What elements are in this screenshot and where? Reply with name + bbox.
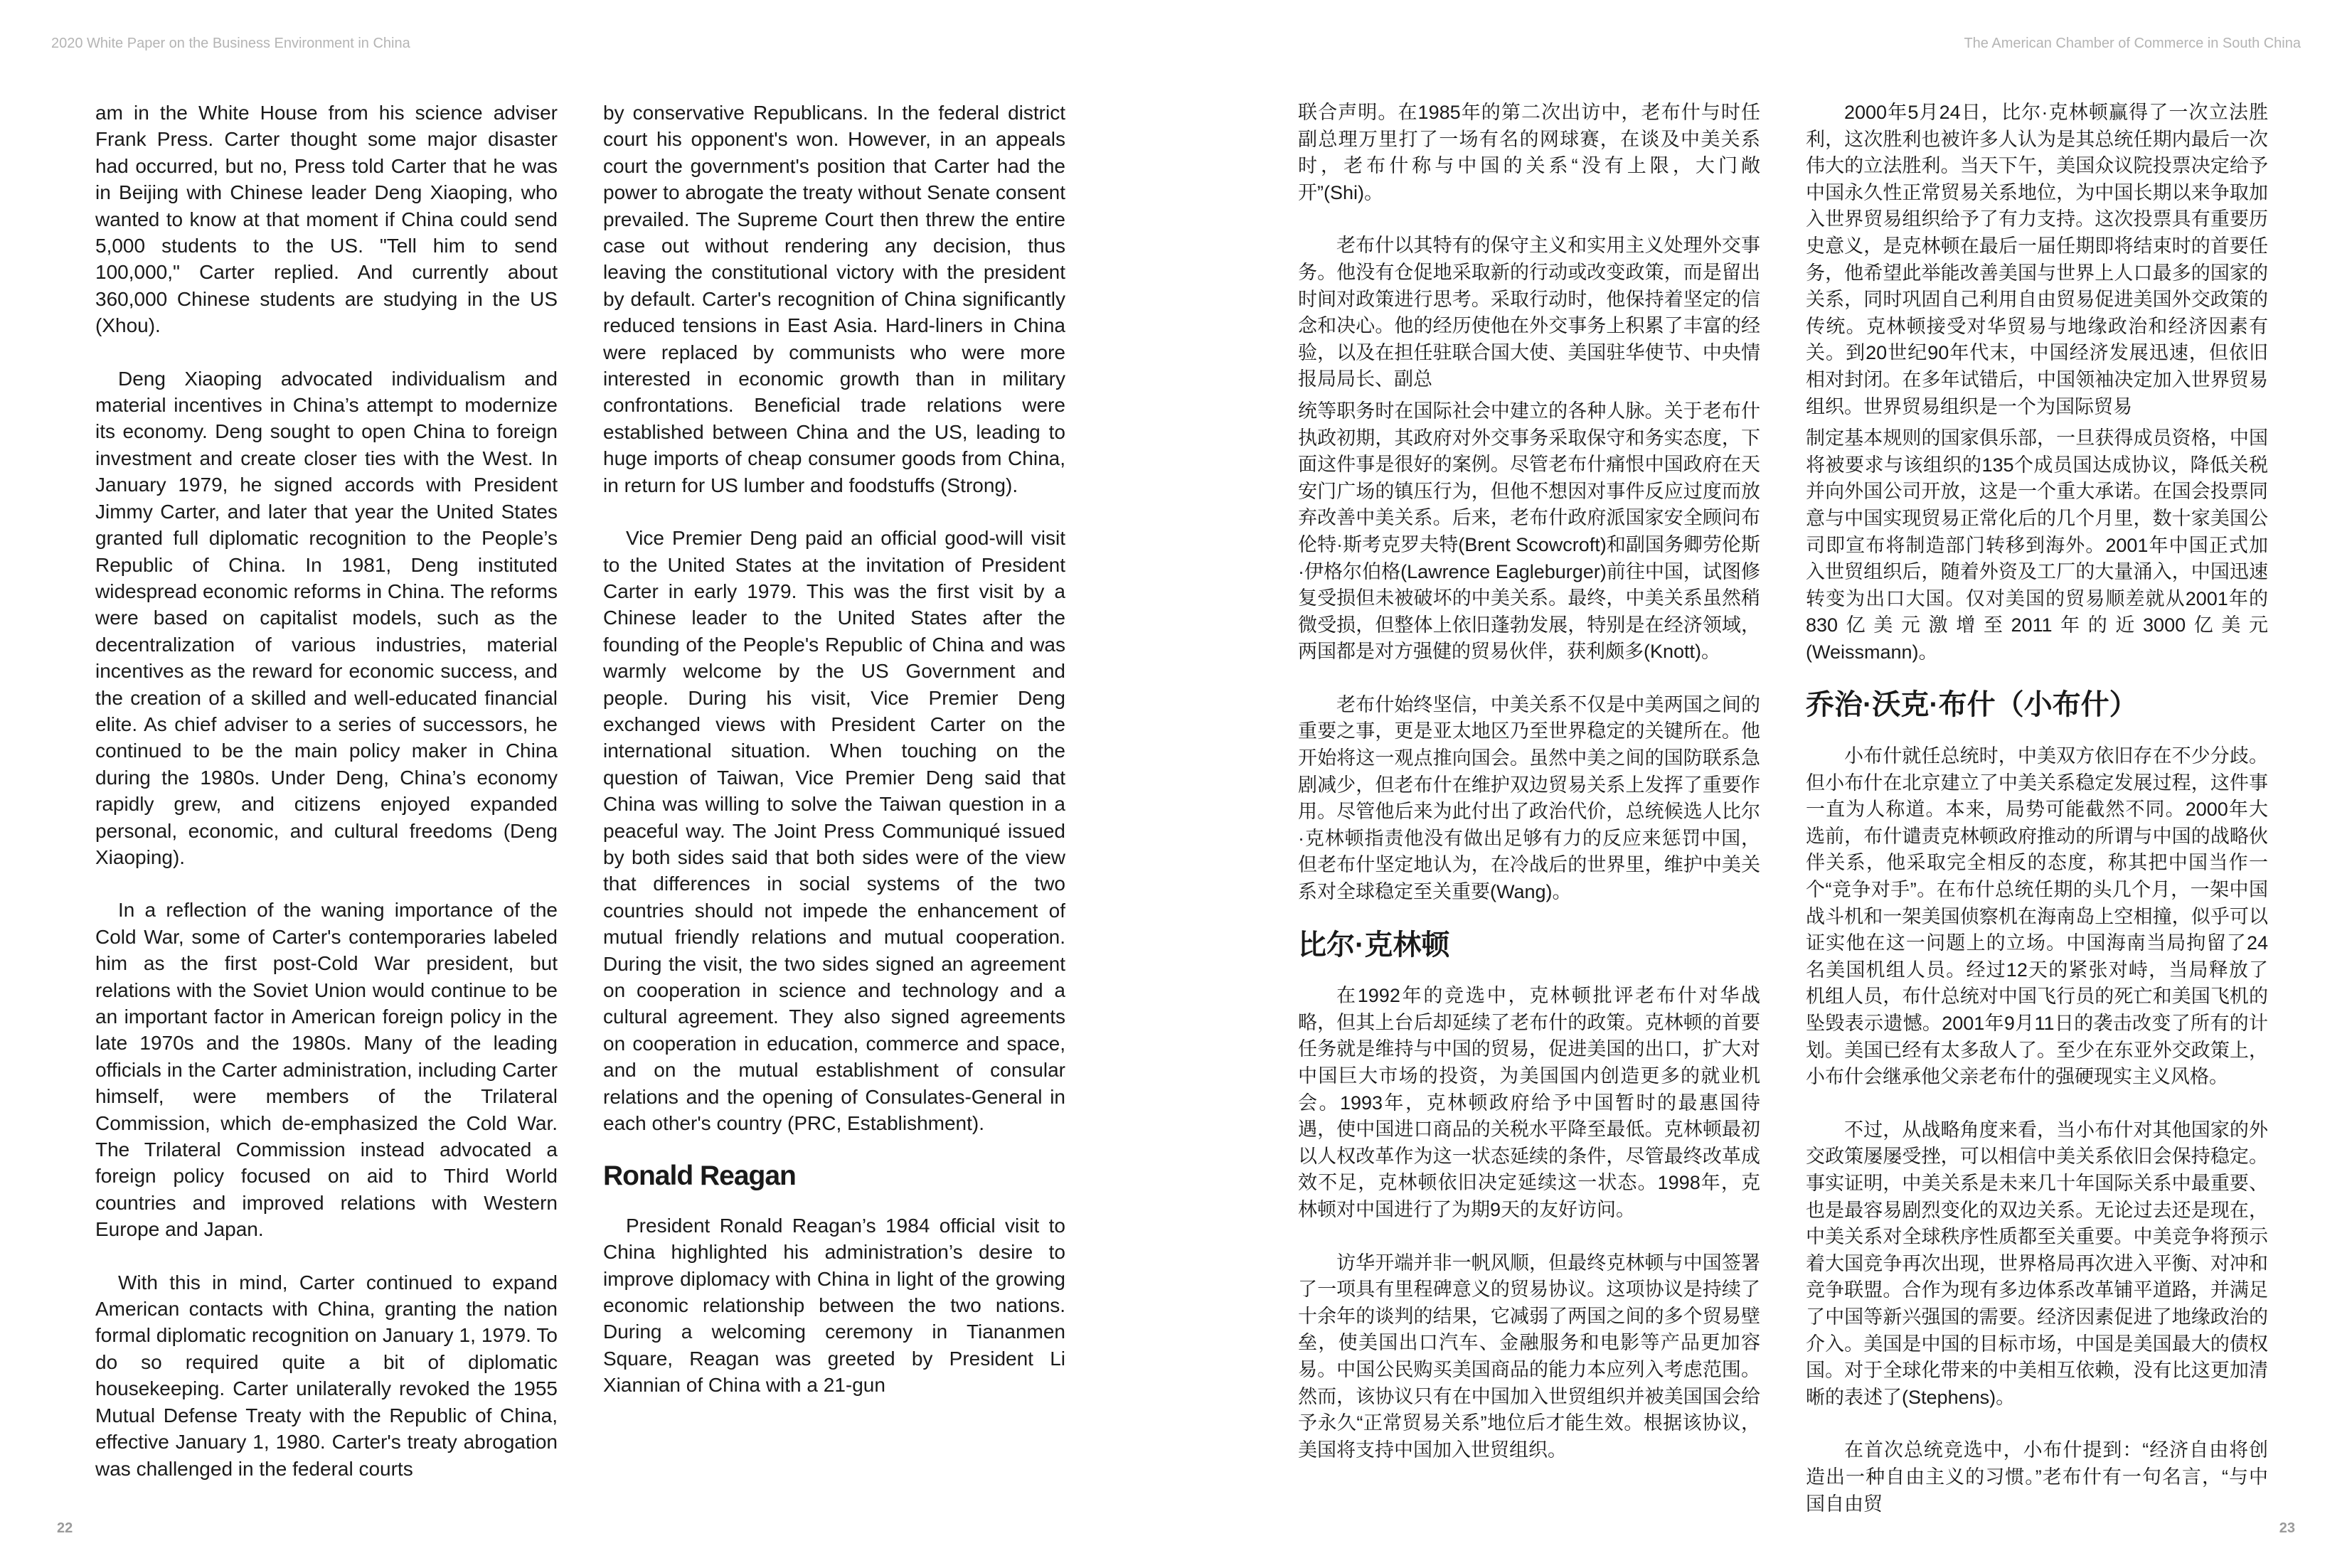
chinese-column-1: [1298, 100, 1760, 1490]
section-heading-bush: 乔治·沃克·布什（小布什）: [1806, 689, 2138, 721]
paragraph: 2000年5月24日，比尔·克林顿赢得了一次立法胜利，这次胜利也被许多人认为是其总统任期内最后一次伟大的立法胜利。当天下午，美国众议院投票决定给予中国永久性正常贸易关系地位，为中国长期以来争取加入世界贸易组织给予了有力支持。这次投票具有重要历史意义，是克林顿在最后一届任期即将结束时的首要任务，他希望此举能改善美国与世界上人口最多的国家的关系，同时巩固自己利用自由贸易促进美国外交政策的传统。克林顿接受对华贸易与地缘政治和经济因素有关。到20世纪90年代末，中国经济发展迅速，但依旧相对封闭。在多年试错后，中国领袖决定加入世界贸易组织。世界贸易组织是一个为国际贸易: [1806, 102, 2268, 417]
running-header-right: The American Chamber of Commerce in South China: [1964, 36, 2301, 51]
paragraph: 不过，从战略角度来看，当小布什对其他国家的外交政策屡屡受挫，可以相信中美关系依旧会保持稳定。事实证明，中美关系是未来几十年国际关系中最重要、也是最容易剧烈变化的双边关系。无论过去还是现在，中美关系对全球秩序性质都至关重要。中美竞争将预示着大国竞争再次出现，世界格局再次进入平衡、对冲和竞争联盟。合作为现有多边体系改革铺平道路，并满足了中国等新兴强国的需要。经济因素促进了地缘政治的介入。美国是中国的目标市场，中国是美国最大的债权国。对于全球化带来的中美相互依赖，没有比这更加清晰的表述了(Stephens)。: [1806, 1119, 2268, 1408]
paragraph: 老布什始终坚信，中美关系不仅是中美两国之间的重要之事，更是亚太地区乃至世界稳定的关键所在。他开始将这一观点推向国会。虽然中美之间的国防联系急剧减少，但老布什在维护双边贸易关系上发挥了重要作用。尽管他后来为此付出了政治代价，总统候选人比尔·克林顿指责他没有做出足够有力的反应来惩罚中国，但老布什坚定地认为，在冷战后的世界里，维护中美关系对全球稳定至关重要(Wang)。: [1298, 693, 1760, 903]
english-column-1: [95, 100, 558, 1508]
paragraph: 老布什以其特有的保守主义和实用主义处理外交事务。他没有仓促地采取新的行动或改变政策，而是留出时间对政策进行思考。采取行动时，他保持着坚定的信念和决心。他的经历使他在外交事务上积累了丰富的经验，以及在担任驻联合国大使、美国驻华使节、中央情报局局长、副总: [1298, 235, 1760, 390]
paragraph: 在首次总统竞选中，小布什提到：“经济自由将创造出一种自由主义的习惯。”老布什有一句名言，“与中国自由贸: [1806, 1439, 2268, 1515]
paragraph: With this in mind, Carter continued to expand American contacts with China, granting the nation formal diplomatic recognition on January 1, 1979. To do so required quite a bit of diplomatic housekeeping. Carter unilaterally revoked the 1955 Mutual Defense Treaty with the Republic of China, effective January 1, 1980. Carter's treaty abrogation was challenged in the federal courts: [95, 1271, 558, 1480]
english-column-2: [603, 100, 1065, 1425]
paragraph: Vice Premier Deng paid an official good-will visit to the United States at the invitation of President Carter in early 1979. This was the first visit by a Chinese leader to the United States after the founding of the People's Republic of China and was warmly welcome by the US Government and people. During his visit, Vice Premier Deng exchanged views with President Carter on the international situation. When touching on the question of Taiwan, Vice Premier Deng said that China was willing to solve the Taiwan question in a peaceful way. The Joint Press Communiqué issued by both sides said that both sides were of the view that differences in social systems of the two countries should not impede the enhancement of mutual friendly relations and mutual cooperation. During the visit, the two sides signed an agreement on cooperation in science and technology and a cultural agreement. They also signed agreements on cooperation in education, commerce and space, and on the mutual establishment of consular relations and the opening of Consulates-General in each other's country (PRC, Establishment).: [603, 527, 1065, 1135]
section-heading-reagan: Ronald Reagan: [603, 1161, 796, 1192]
paragraph: 制定基本规则的国家俱乐部，一旦获得成员资格，中国将被要求与该组织的135个成员国达成协议，降低关税并向外国公司开放，这是一个重大承诺。在国会投票同意与中国实现贸易正常化后的几个月里，数十家美国公司即宣布将制造部门转移到海外。2001年中国正式加入世贸组织后，随着外资及工厂的大量涌入，中国迅速转变为出口大国。仅对美国的贸易顺差就从2001年的830亿美元激增至2011年的近3000亿美元(Weissmann)。: [1806, 427, 2268, 663]
paragraph: am in the White House from his science adviser Frank Press. Carter thought some major disaster had occurred, but no, Press told Carter that he was in Beijing with Chinese leader Deng Xiaoping, who wanted to know at that moment if China could send 5,000 students to the US. "Tell him to send 100,000," Carter replied. And currently about 360,000 Chinese students are studying in the US (Xhou).: [95, 102, 558, 337]
paragraph: 小布什就任总统时，中美双方依旧存在不少分歧。但小布什在北京建立了中美关系稳定发展过程，这件事一直为人称道。本来，局势可能截然不同。2000年大选前，布什谴责克林顿政府推动的所谓与中国的战略伙伴关系，他采取完全相反的态度，称其把中国当作一个“竞争对手”。在布什总统任期的头几个月，一架中国战斗机和一架美国侦察机在海南岛上空相撞，似乎可以证实他在这一问题上的立场。中国海南当局拘留了24名美国机组人员。经过12天的紧张对峙，当局释放了机组人员，布什总统对中国飞行员的死亡和美国飞机的坠毁表示遗憾。2001年9月11日的袭击改变了所有的计划。美国已经有太多敌人了。至少在东亚外交政策上，小布什会继承他父亲老布什的强硬现实主义风格。: [1806, 745, 2268, 1088]
paragraph: In a reflection of the waning importance of the Cold War, some of Carter's contemporaries labeled him as the first post-Cold War president, but relations with the Soviet Union would continue to be an important factor in American foreign policy in the late 1970s and the 1980s. Many of the leading officials in the Carter administration, including Carter himself, were members of the Trilateral Commission, which de-emphasized the Cold War. The Trilateral Commission instead advocated a foreign policy focused on aid to Third World countries and improved relations with Western Europe and Japan.: [95, 899, 558, 1241]
paragraph: by conservative Republicans. In the federal district court his opponent's won. However, in an appeals court the government's position that Carter had the power to abrogate the treaty without Senate consent prevailed. The Supreme Court then threw the entire case out without rendering any decision, thus leaving the constitutional victory with the president by default. Carter's recognition of China significantly reduced tensions in East Asia. Hard-liners in China were replaced by communists who were more interested in economic growth than in military confrontations. Beneficial trade relations were established between China and the US, leading to huge imports of cheap consumer goods from China, in return for US lumber and foodstuffs (Strong).: [603, 102, 1065, 496]
chinese-column-2: [1806, 100, 2268, 1544]
paragraph: 在1992年的竞选中，克林顿批评老布什对华战略，但其上台后却延续了老布什的政策。克林顿的首要任务就是维持与中国的贸易，促进美国的出口，扩大对中国巨大市场的投资，为美国国内创造更多的就业机会。1993年，克林顿政府给予中国暂时的最惠国待遇，使中国进口商品的关税水平降至最低。克林顿最初以人权改革作为这一状态延续的条件，尽管最终改革成效不足，克林顿依旧决定延续这一状态。1998年，克林顿对中国进行了为期9天的友好访问。: [1298, 985, 1760, 1220]
running-header-left: 2020 White Paper on the Business Environment in China: [51, 36, 410, 51]
paragraph: 联合声明。在1985年的第二次出访中，老布什与时任副总理万里打了一场有名的网球赛，在谈及中美关系时，老布什称与中国的关系“没有上限，大门敞开”(Shi)。: [1298, 102, 1760, 203]
paragraph: Deng Xiaoping advocated individualism and material incentives in China’s attempt to modernize its economy. Deng sought to open China to foreign investment and create closer ties with the West. In January 1979, he signed accords with President Jimmy Carter, and later that year the United States granted full diplomatic recognition to the People’s Republic of China. In 1981, Deng instituted widespread economic reforms in China. The reforms were based on capitalist models, such as the decentralization of various industries, material incentives as the reward for economic success, and the creation of a skilled and well-educated financial elite. As chief adviser to a series of successors, he continued to be the main policy maker in China during the 1980s. Under Deng, China’s economy rapidly grew, and citizens enjoyed expanded personal, economic, and cultural freedoms (Deng Xiaoping).: [95, 367, 558, 868]
page-number-right: 23: [2279, 1520, 2295, 1536]
paragraph: President Ronald Reagan’s 1984 official visit to China highlighted his administration’s desire to improve diplomacy with China in light of the growing economic relationship between the two nations. During a welcoming ceremony in Tiananmen Square, Reagan was greeted by President Li Xiannian of China with a 21-gun: [603, 1214, 1065, 1397]
paragraph: 访华开端并非一帆风顺，但最终克林顿与中国签署了一项具有里程碑意义的贸易协议。这项协议是持续了十余年的谈判的结果，它减弱了两国之间的多个贸易壁垒，使美国出口汽车、金融服务和电影等产品更加容易。中国公民购买美国商品的能力本应列入考虑范围。然而，该协议只有在中国加入世贸组织并被美国国会给予永久“正常贸易关系”地位后才能生效。根据该协议，美国将支持中国加入世贸组织。: [1298, 1252, 1760, 1461]
page-number-left: 22: [57, 1520, 73, 1536]
paragraph: 统等职务时在国际社会中建立的各种人脉。关于老布什执政初期，其政府对外交事务采取保守和务实态度，下面这件事是很好的案例。尽管老布什痛恨中国政府在天安门广场的镇压行为，但他不想因对事件反应过度而放弃改善中美关系。后来，老布什政府派国家安全顾问布伦特·斯考克罗夫特(Brent Scowcroft)和副国务卿劳伦斯·伊格尔伯格(Lawrence Eagleburger)前往中国，试图修复受损但未被破坏的中美关系。最终，中美关系虽然稍微受损，但整体上依旧蓬勃发展，特别是在经济领域，两国都是对方强健的贸易伙伴，获利颇多(Knott)。: [1298, 400, 1760, 663]
section-heading-clinton: 比尔·克林顿: [1298, 929, 1450, 961]
